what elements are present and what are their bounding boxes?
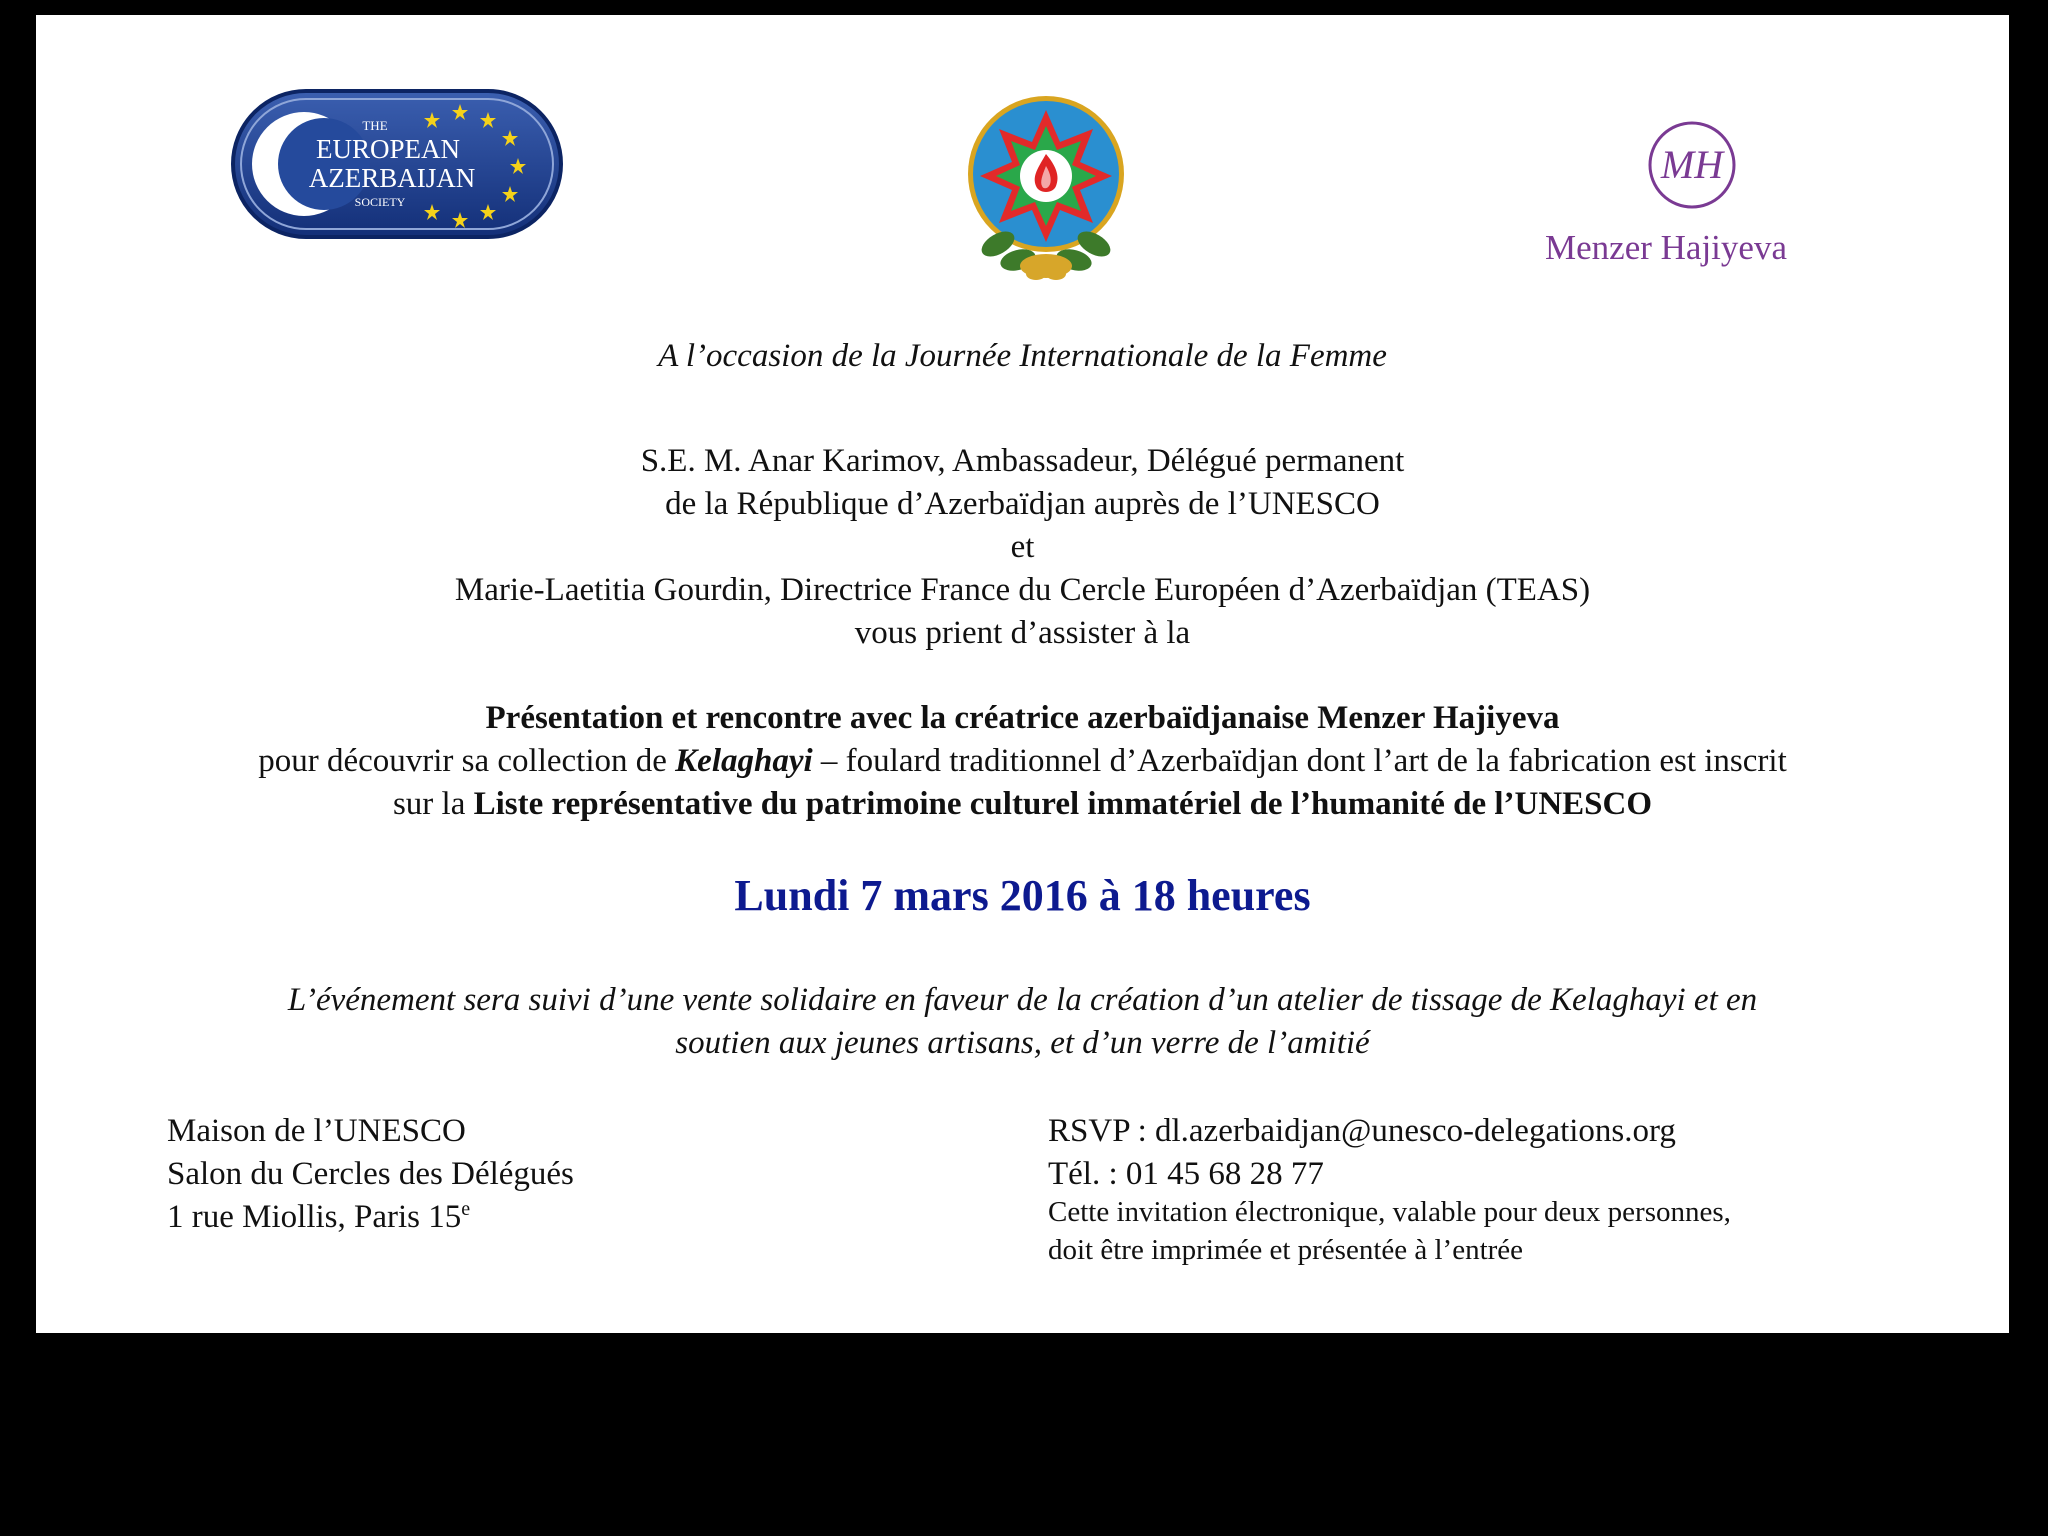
address-line-2: Salon du Cercles des Délégués [167,1156,574,1192]
invitation-sheet [36,15,2009,1333]
kelaghayi-term: Kelaghayi [675,743,813,779]
address-line-3 [167,1196,574,1239]
invitation-line-2: de la République d’Azerbaïdjan auprès de l’UNESCO [665,486,1380,522]
note-line-1: Cette invitation électronique, valable pour deux personnes, [1048,1196,1731,1228]
eas-logo-the: THE [362,118,388,133]
address-line-1: Maison de l’UNESCO [167,1113,466,1149]
presentation-line-3-pre: sur la [392,786,474,822]
rsvp-phone: Tél. : 01 45 68 28 77 [1048,1156,1324,1192]
eas-logo-graphic [230,88,564,240]
rsvp-email[interactable]: RSVP : dl.azerbaidjan@unesco-delegations.org [1048,1113,1676,1149]
eas-logo [230,88,564,240]
state-emblem-icon [966,94,1126,284]
invitation-line-1: S.E. M. Anar Karimov, Ambassadeur, Délégué permanent [640,443,1405,479]
invitation-note [1048,1193,1731,1269]
address-arrondissement-suffix: e [461,1198,471,1220]
unesco-list-title: Liste représentative du patrimoine culturel immatériel de l’humanité de l’UNESCO [473,786,1653,822]
presentation-line-2-pre: pour découvrir sa collection de [258,743,676,779]
eas-logo-society: SOCIETY [354,195,406,209]
invitation-line-4: Marie-Laetitia Gourdin, Directrice France du Cercle Européen d’Azerbaïdjan (TEAS) [454,572,1591,608]
monogram-initials: MH [1660,142,1724,187]
presentation-line-2 [36,740,2009,783]
menzer-hajiyeva-name: Menzer Hajiyeva [1545,228,1787,267]
invitation-line-3: et [1010,529,1035,565]
invitation-line-5: vous prient d’assister à la [854,615,1191,651]
presentation-line-3 [36,783,2009,826]
azerbaijan-emblem [966,94,1126,284]
event-line-1: L’événement sera suivi d’une vente solidaire en faveur de la création d’un atelier de tissage de Kelaghayi et en [287,982,1758,1018]
event-line-2: soutien aux jeunes artisans, et d’un verre de l’amitié [675,1025,1370,1061]
event-description [36,979,2009,1065]
monogram-icon [1516,110,1816,220]
presentation-line-2-post: – foulard traditionnel d’Azerbaïdjan dont l’art de la fabrication est inscrit [812,743,1787,779]
presentation-block [36,697,2009,826]
occasion-line: A l’occasion de la Journée Internationale de la Femme [658,338,1387,374]
invitation-block [36,440,2009,655]
eas-logo-european: EUROPEAN [315,134,461,164]
menzer-hajiyeva-logo [1516,110,1816,280]
venue-address [167,1110,574,1239]
address-street: 1 rue Miollis, Paris 15 [167,1199,462,1235]
note-line-2: doit être imprimée et présentée à l’entrée [1048,1234,1524,1266]
rsvp-block [1048,1110,1676,1196]
presentation-headline: Présentation et rencontre avec la créatrice azerbaïdjanaise Menzer Hajiyeva [485,700,1560,736]
event-date: Lundi 7 mars 2016 à 18 heures [734,871,1311,920]
eas-logo-azerbaijan: AZERBAIJAN [308,163,476,193]
